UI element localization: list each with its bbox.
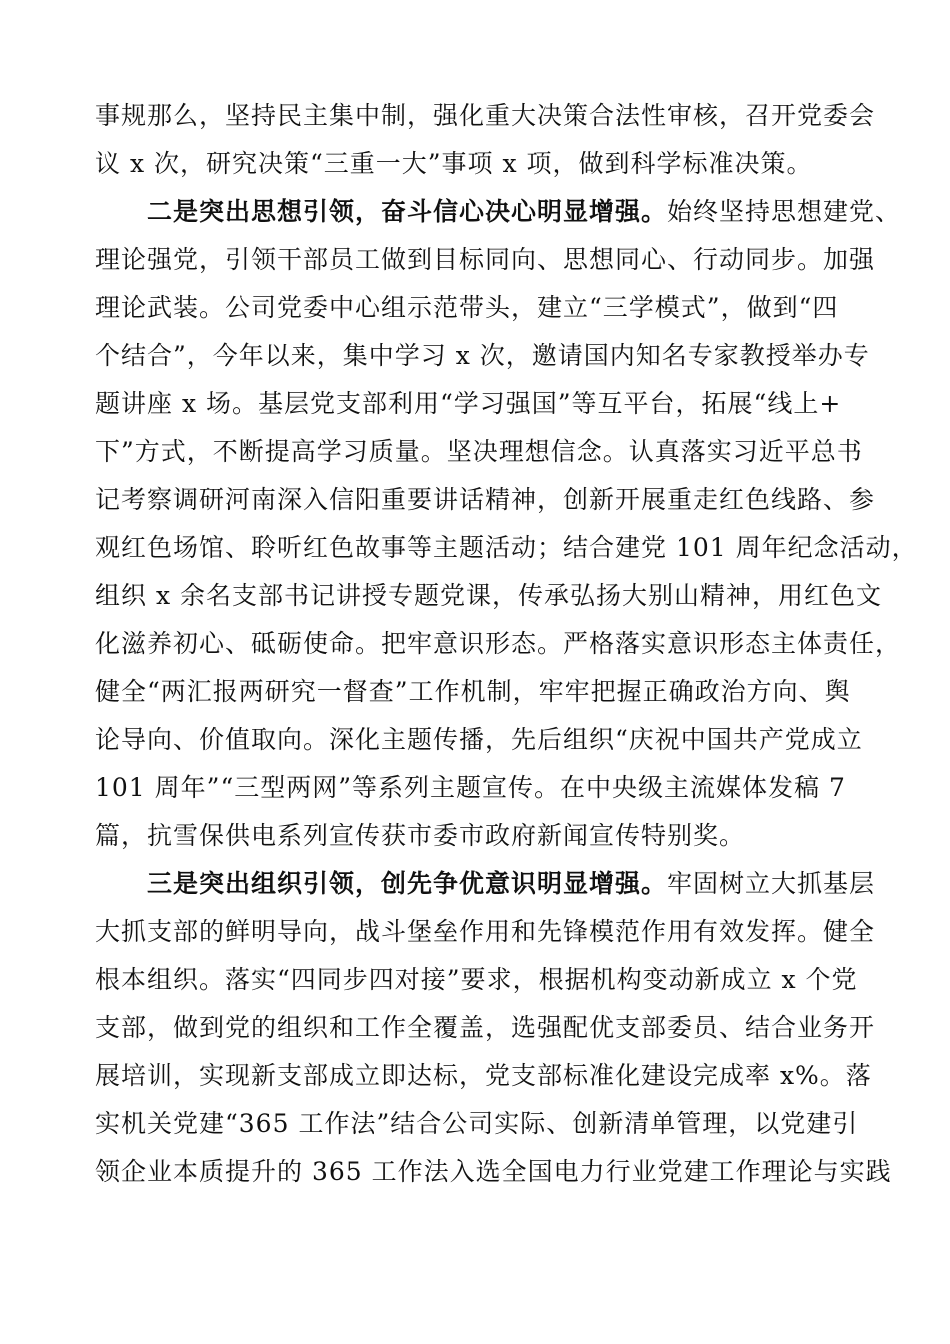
paragraph-line: 根本组织。落实“四同步四对接”要求，根据机构变动新成立 x 个党 (95, 965, 858, 994)
document-body (95, 92, 918, 1196)
paragraph-line: 论导向、价值取向。深化主题传播，先后组织“庆祝中国共产党成立 (95, 725, 863, 754)
paragraph-first-line (95, 188, 902, 236)
paragraph-first-line (95, 860, 876, 908)
paragraph-line: 理论武装。公司党委中心组示范带头，建立“三学模式”，做到“四 (95, 293, 839, 322)
paragraph-line: 101 周年”“三型两网”等系列主题宣传。在中央级主流媒体发稿 7 (95, 773, 846, 802)
paragraph-text: 牢固树立大抓基层 (667, 869, 876, 898)
paragraph-heading: 二是突出思想引领，奋斗信心决心明显增强。 (147, 197, 668, 226)
paragraph-line: 化滋养初心、砥砺使命。把牢意识形态。严格落实意识形态主体责任， (95, 629, 902, 658)
paragraph-line: 题讲座 x 场。基层党支部利用“学习强国”等互平台，拓展“线上+ (95, 389, 842, 418)
paragraph-line: 议 x 次，研究决策“三重一大”事项 x 项，做到科学标准决策。 (95, 149, 813, 178)
paragraph-line: 领企业本质提升的 365 工作法入选全国电力行业党建工作理论与实践 (95, 1157, 892, 1186)
paragraph-line: 个结合”，今年以来，集中学习 x 次，邀请国内知名专家教授举办专 (95, 341, 870, 370)
paragraph-line: 记考察调研河南深入信阳重要讲话精神，创新开展重走红色线路、参 (95, 485, 876, 514)
paragraph-heading: 三是突出组织引领，创先争优意识明显增强。 (147, 869, 668, 898)
paragraph-line: 健全“两汇报两研究一督查”工作机制，牢牢把握正确政治方向、舆 (95, 677, 851, 706)
paragraph-line: 展培训，实现新支部成立即达标，党支部标准化建设完成率 x%。落 (95, 1061, 872, 1090)
paragraph-line: 理论强党，引领干部员工做到目标同向、思想同心、行动同步。加强 (95, 245, 876, 274)
paragraph-text: 始终坚持思想建党、 (667, 197, 902, 226)
paragraph-line: 大抓支部的鲜明导向，战斗堡垒作用和先锋模范作用有效发挥。健全 (95, 917, 876, 946)
paragraph-line: 事规那么，坚持民主集中制，强化重大决策合法性审核，召开党委会 (95, 101, 876, 130)
paragraph-line: 支部，做到党的组织和工作全覆盖，选强配优支部委员、结合业务开 (95, 1013, 876, 1042)
paragraph-line: 实机关党建“365 工作法”结合公司实际、创新清单管理，以党建引 (95, 1109, 859, 1138)
paragraph-line: 观红色场馆、聆听红色故事等主题活动；结合建党 101 周年纪念活动， (95, 533, 918, 562)
paragraph-line: 篇，抗雪保供电系列宣传获市委市政府新闻宣传特别奖。 (95, 821, 746, 850)
paragraph-line: 组织 x 余名支部书记讲授专题党课，传承弘扬大别山精神，用红色文 (95, 581, 882, 610)
paragraph-line: 下”方式，不断提高学习质量。坚决理想信念。认真落实习近平总书 (95, 437, 863, 466)
